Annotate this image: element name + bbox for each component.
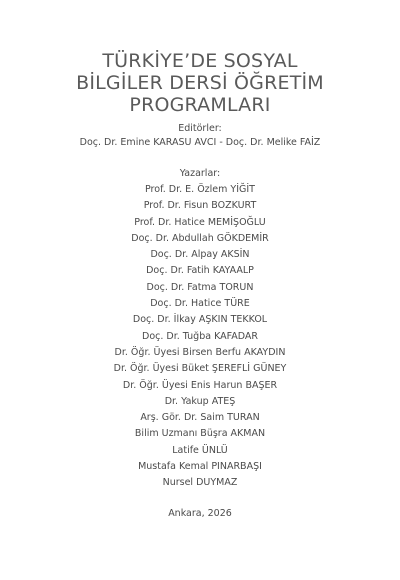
editors-names: Doç. Dr. Emine KARASU AVCI - Doç. Dr. Melike FAİZ	[79, 137, 321, 148]
author-name: Doç. Dr. İlkay AŞKIN TEKKOL	[132, 314, 268, 326]
author-name: Dr. Öğr. Üyesi Büket ŞEREFLİ GÜNEY	[113, 363, 287, 375]
author-name: Doç. Dr. Hatice TÜRE	[150, 298, 250, 310]
author-name: Arş. Gör. Dr. Saim TURAN	[140, 412, 260, 424]
author-name: Dr. Yakup ATEŞ	[164, 395, 236, 407]
author-name: Prof. Dr. Hatice MEMİŞOĞLU	[134, 216, 266, 228]
authors-list	[0, 182, 400, 492]
book-title	[0, 50, 400, 116]
author-name: Latife ÜNLÜ	[172, 444, 228, 456]
author-name: Mustafa Kemal PINARBAŞI	[138, 461, 262, 473]
publication-place-year: Ankara, 2026	[168, 508, 232, 519]
author-name: Doç. Dr. Alpay AKSİN	[150, 249, 250, 261]
author-name: Doç. Dr. Fatih KAYAALP	[146, 265, 254, 277]
editors-label: Editörler:	[178, 123, 222, 134]
book-title-line: TÜRKİYE’DE SOSYAL	[102, 50, 298, 72]
authors-label: Yazarlar:	[179, 168, 221, 179]
author-name: Doç. Dr. Fatma TORUN	[146, 281, 254, 293]
author-name: Dr. Öğr. Üyesi Enis Harun BAŞER	[122, 379, 278, 391]
author-name: Doç. Dr. Tuğba KAFADAR	[142, 330, 258, 342]
book-title-line: BİLGİLER DERSİ ÖĞRETİM	[76, 72, 324, 94]
author-name: Doç. Dr. Abdullah GÖKDEMİR	[131, 232, 269, 244]
book-title-line: PROGRAMLARI	[129, 94, 271, 116]
author-name: Bilim Uzmanı Büşra AKMAN	[134, 428, 266, 440]
author-name: Prof. Dr. Fisun BOZKURT	[143, 200, 257, 212]
author-name: Prof. Dr. E. Özlem YİĞİT	[145, 184, 255, 195]
author-name: Dr. Öğr. Üyesi Birsen Berfu AKAYDIN	[114, 346, 286, 358]
author-name: Nursel DUYMAZ	[162, 477, 238, 489]
